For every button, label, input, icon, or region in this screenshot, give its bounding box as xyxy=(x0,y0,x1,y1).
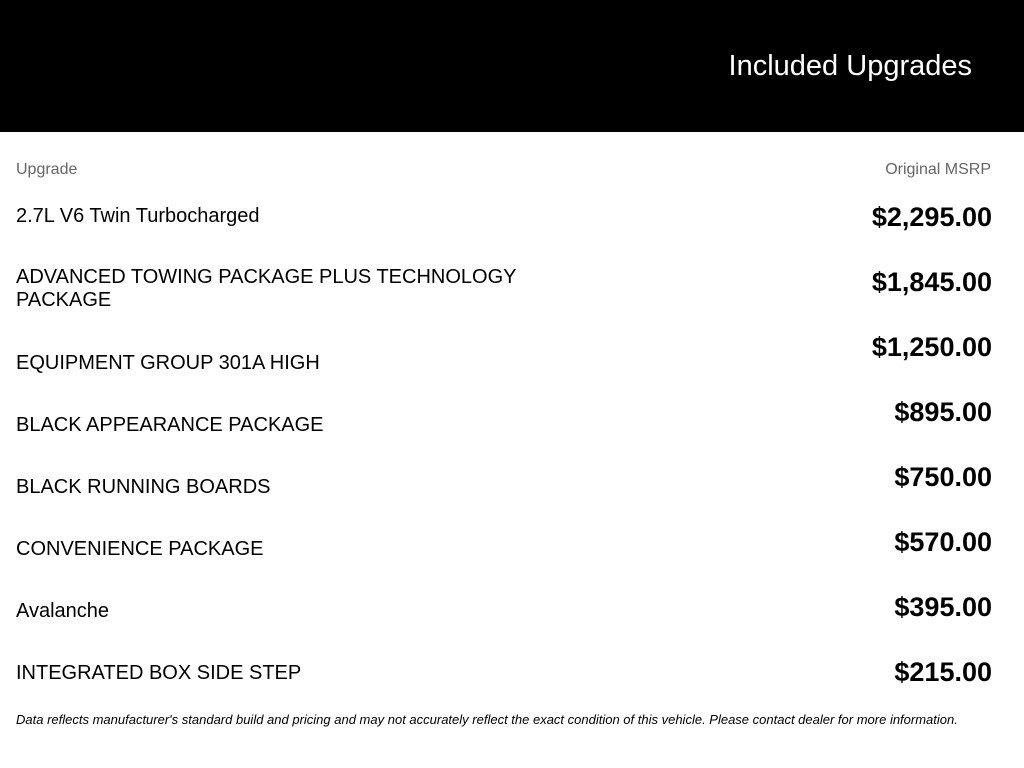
header-bar xyxy=(0,0,1024,132)
upgrade-name: BLACK APPEARANCE PACKAGE xyxy=(16,414,324,436)
upgrade-name: 2.7L V6 Twin Turbocharged xyxy=(16,205,260,227)
upgrade-price: $1,845.00 xyxy=(871,267,992,297)
upgrade-name: BLACK RUNNING BOARDS xyxy=(16,476,271,498)
upgrade-name: ADVANCED TOWING PACKAGE PLUS TECHNOLOGY PACKAGE xyxy=(16,266,517,311)
upgrade-price: $2,295.00 xyxy=(871,202,992,232)
upgrade-name: CONVENIENCE PACKAGE xyxy=(16,538,264,560)
column-header-upgrade: Upgrade xyxy=(16,161,78,178)
column-header-msrp: Original MSRP xyxy=(885,161,991,178)
upgrade-price: $395.00 xyxy=(894,592,992,622)
upgrade-price: $895.00 xyxy=(894,397,992,427)
page-title: Included Upgrades xyxy=(728,50,972,82)
upgrade-name: EQUIPMENT GROUP 301A HIGH xyxy=(16,352,320,374)
upgrade-name: INTEGRATED BOX SIDE STEP xyxy=(16,662,302,684)
upgrade-price: $1,250.00 xyxy=(871,332,992,362)
upgrade-price: $570.00 xyxy=(894,527,992,557)
upgrade-price: $215.00 xyxy=(894,657,992,687)
disclaimer-text: Data reflects manufacturer's standard build and pricing and may not accurately reflect the exact condition of this vehicle. Please contact dealer for more information. xyxy=(16,712,958,727)
upgrade-name: Avalanche xyxy=(16,600,110,622)
upgrade-price: $750.00 xyxy=(894,462,992,492)
